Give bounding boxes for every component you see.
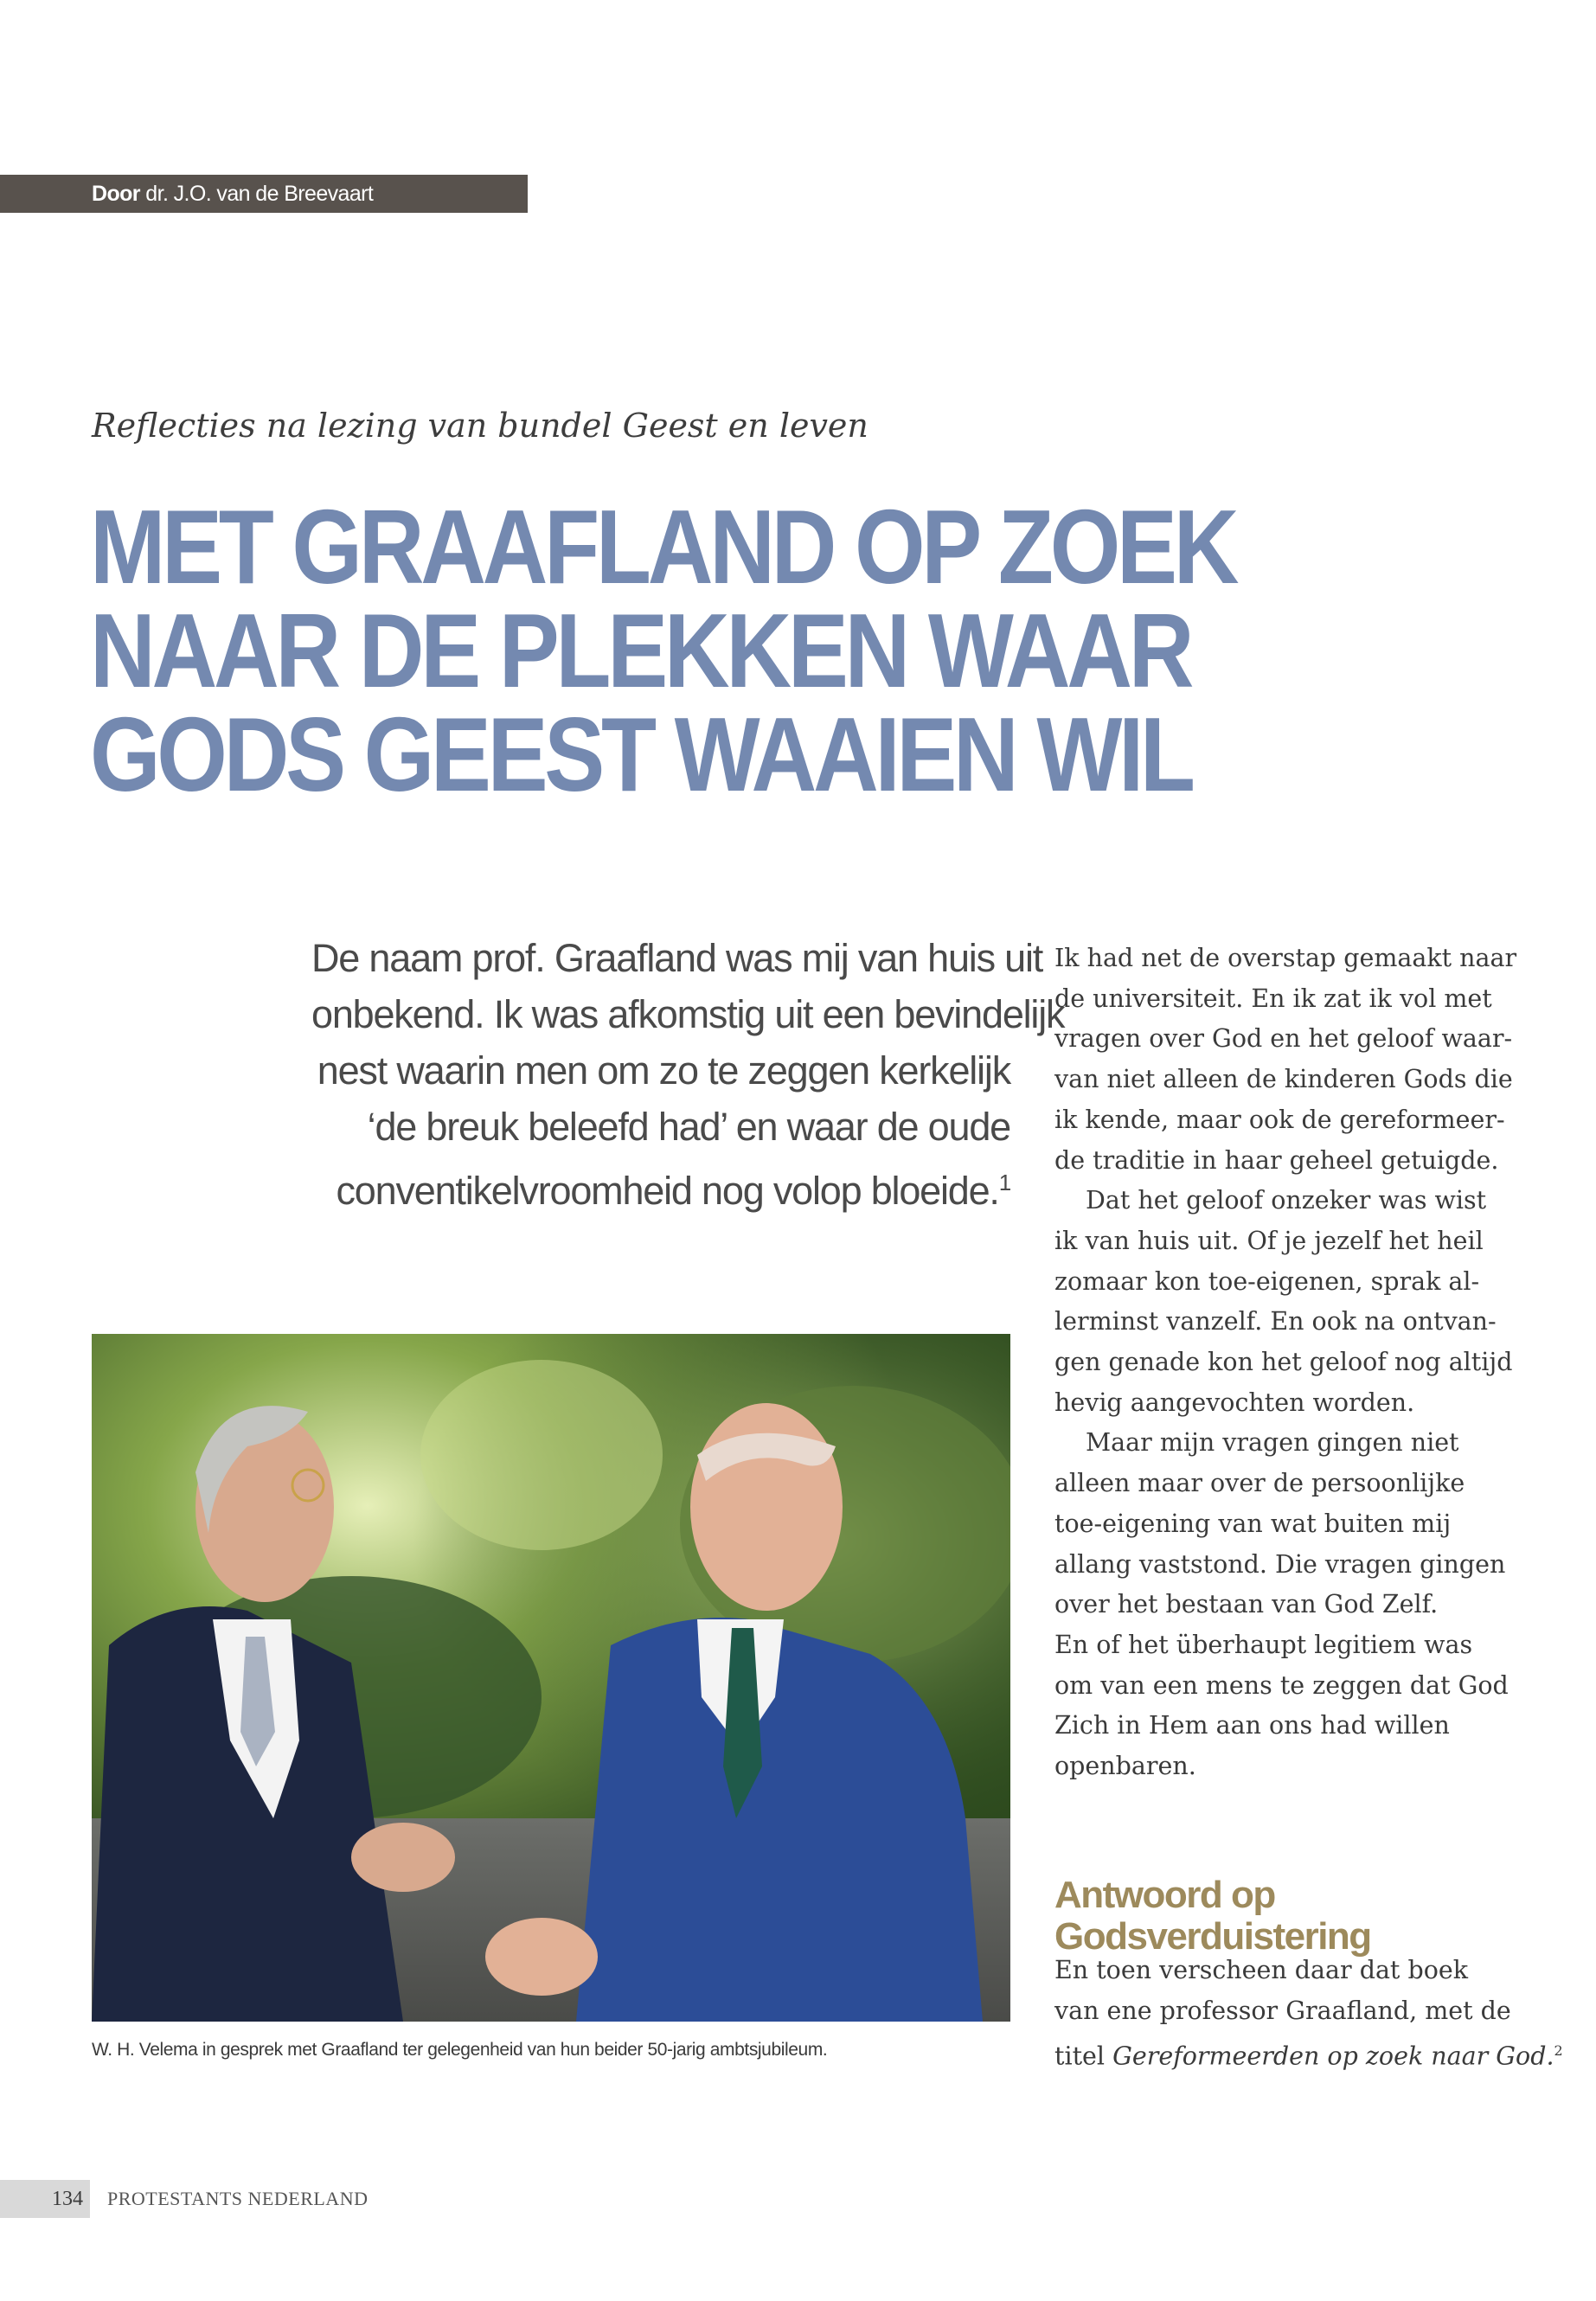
body-line: Dat het geloof onzeker was wist bbox=[1086, 1186, 1487, 1215]
magazine-name: PROTESTANTS NEDERLAND bbox=[107, 2188, 369, 2209]
body-line: alleen maar over de persoonlijke bbox=[1054, 1469, 1465, 1498]
body-line: allang vaststond. Die vragen gingen bbox=[1054, 1549, 1506, 1579]
footnote-marker: 2 bbox=[1554, 2042, 1563, 2060]
body-line: vragen over God en het geloof waar- bbox=[1054, 1024, 1513, 1054]
book-title: Gereformeerden op zoek naar God. bbox=[1112, 2041, 1554, 2071]
body-line: van ene professor Graafland, met de bbox=[1054, 1996, 1511, 2025]
intro-line: nest waarin men om zo te zeggen kerkelijk bbox=[317, 1048, 1010, 1093]
section-heading-line: Godsverduistering bbox=[1054, 1914, 1371, 1958]
body-column-continued bbox=[1054, 1951, 1563, 2078]
body-line: toe-eigening van wat buiten mij bbox=[1054, 1509, 1452, 1538]
body-line: de traditie in haar geheel getuigde. bbox=[1054, 1145, 1499, 1175]
headline-line: NAAR DE PLEKKEN WAAR bbox=[90, 592, 1191, 709]
body-line: ik kende, maar ook de gereformeer- bbox=[1054, 1105, 1505, 1134]
body-line: ik van huis uit. Of je jezelf het heil bbox=[1054, 1226, 1484, 1255]
intro-line-text: conventikelvroomheid nog volop bloeide. bbox=[336, 1169, 999, 1213]
intro-line-last bbox=[311, 1155, 1010, 1219]
section-heading bbox=[1054, 1875, 1504, 1958]
page-number: 134 bbox=[0, 2180, 90, 2218]
body-line: van niet alleen de kinderen Gods die bbox=[1054, 1065, 1513, 1094]
body-line bbox=[1054, 2031, 1563, 2077]
byline-author: dr. J.O. van de Breevaart bbox=[145, 182, 374, 206]
footnote-marker: 1 bbox=[998, 1170, 1010, 1195]
photo-illustration bbox=[92, 1334, 1010, 2022]
headline-line: MET GRAAFLAND OP ZOEK bbox=[90, 488, 1236, 606]
body-line: lerminst vanzelf. En ook na ontvan- bbox=[1054, 1307, 1497, 1336]
photo-caption: W. H. Velema in gesprek met Graafland ter gelegenheid van hun beider 50-jarig ambtsjubileum. bbox=[92, 2040, 828, 2060]
body-line: zomaar kon toe-eigenen, sprak al- bbox=[1054, 1266, 1480, 1296]
byline-prefix: Door bbox=[92, 182, 140, 206]
kicker: Reflecties na lezing van bundel Geest en leven bbox=[92, 407, 869, 445]
headline bbox=[90, 488, 1236, 813]
body-line: En of het überhaupt legitiem was bbox=[1054, 1630, 1473, 1659]
headline-line: GODS GEEST WAAIEN WIL bbox=[90, 695, 1192, 813]
photo bbox=[92, 1334, 1010, 2022]
body-line: gen genade kon het geloof nog altijd bbox=[1054, 1348, 1513, 1377]
body-line: openbaren. bbox=[1054, 1752, 1196, 1781]
body-line: over het bestaan van God Zelf. bbox=[1054, 1590, 1439, 1619]
body-line: Ik had net de overstap gemaakt naar bbox=[1054, 944, 1517, 972]
body-line: hevig aangevochten worden. bbox=[1054, 1388, 1415, 1417]
body-line: Zich in Hem aan ons had willen bbox=[1054, 1711, 1450, 1740]
body-column bbox=[1054, 939, 1517, 1787]
body-line: de universiteit. En ik zat ik vol met bbox=[1054, 984, 1492, 1013]
body-line-prefix: titel bbox=[1054, 2041, 1106, 2071]
section-heading-line: Antwoord op bbox=[1054, 1873, 1275, 1916]
body-line: Maar mijn vragen gingen niet bbox=[1086, 1428, 1459, 1458]
intro-line: ‘de breuk beleefd had’ en waar de oude bbox=[367, 1105, 1010, 1149]
intro-lead bbox=[311, 930, 1065, 1219]
body-line: om van een mens te zeggen dat God bbox=[1054, 1670, 1509, 1700]
byline-bar bbox=[0, 175, 528, 213]
intro-line: De naam prof. Graafland was mij van huis uit bbox=[311, 936, 1043, 980]
body-line: En toen verscheen daar dat boek bbox=[1054, 1956, 1468, 1984]
intro-line: onbekend. Ik was afkomstig uit een bevindelijk bbox=[311, 992, 1065, 1036]
